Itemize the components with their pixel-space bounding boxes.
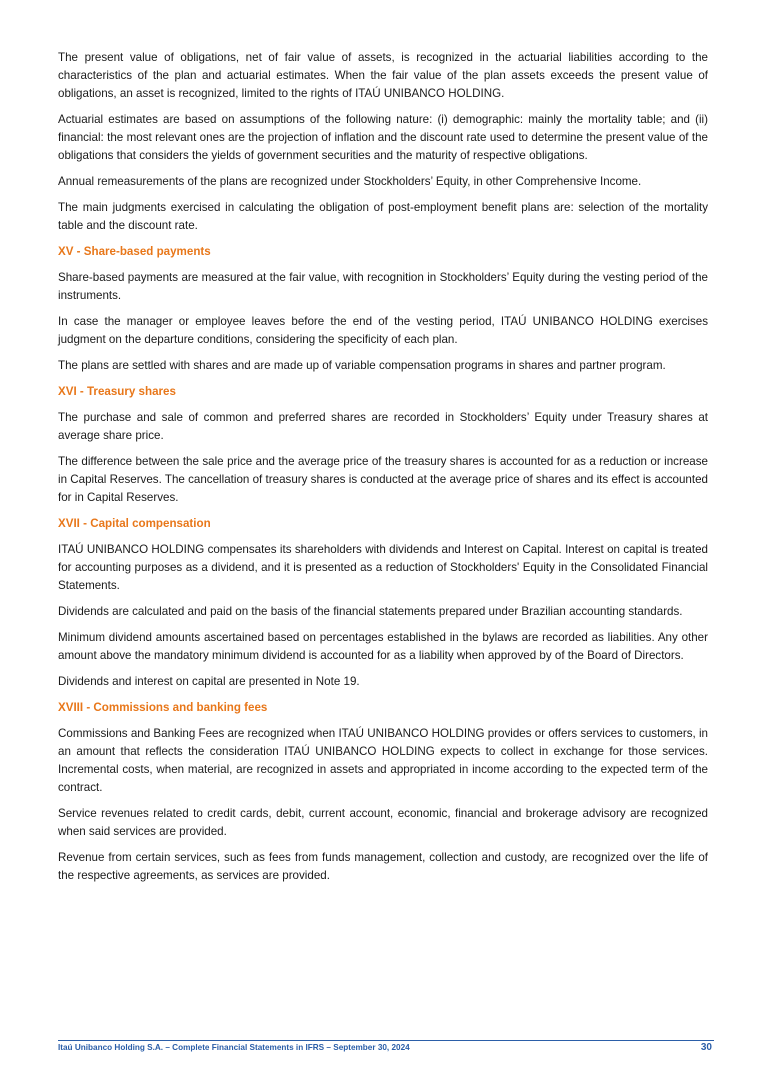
paragraph-plans-settled: The plans are settled with shares and are made up of variable compensation programs in shares and partner program. <box>58 359 666 372</box>
section-heading-commissions-banking-fees: XVIII - Commissions and banking fees <box>58 701 268 714</box>
paragraph-departure-conditions: In case the manager or employee leaves before the end of the vesting period, ITAÚ UNIBANCO HOLDING exercises judgment on the departure conditions, considering the specificity of each plan. <box>58 315 708 346</box>
paragraph-dividends-calculated: Dividends are calculated and paid on the basis of the financial statements prepared under Brazilian accounting standards. <box>58 605 683 618</box>
paragraph-shareholder-compensation: ITAÚ UNIBANCO HOLDING compensates its shareholders with dividends and Interest on Capital. Interest on capital is treated for accounting purposes as a dividend, and it is presented as a reduction of Stockholders' Equity in the Consolidated Financial Statements. <box>58 543 708 592</box>
paragraph-annual-remeasurements: Annual remeasurements of the plans are recognized under Stockholders’ Equity, in other Comprehensive Income. <box>58 175 642 188</box>
paragraph-treasury-difference: The difference between the sale price and the average price of the treasury shares is accounted for as a reduction or increase in Capital Reserves. The cancellation of treasury shares is conducted at the average price of shares and its effect is accounted for in Capital Reserves. <box>58 455 708 504</box>
footer-divider <box>58 1040 714 1041</box>
paragraph-main-judgments: The main judgments exercised in calculating the obligation of post-employment benefit plans are: selection of the mortality table and the discount rate. <box>58 201 708 232</box>
paragraph-commissions-recognition: Commissions and Banking Fees are recognized when ITAÚ UNIBANCO HOLDING provides or offers services to customers, in an amount that reflects the consideration ITAÚ UNIBANCO HOLDING expects to collect in exchange for those services. Incremental costs, when material, are recognized in assets and appropriated in income according to the expected term of the contract. <box>58 727 708 794</box>
paragraph-share-based-measurement: Share-based payments are measured at the fair value, with recognition in Stockholders’ Equity during the vesting period of the instruments. <box>58 271 708 302</box>
page-number: 30 <box>700 1042 712 1053</box>
paragraph-obligations-present-value: The present value of obligations, net of fair value of assets, is recognized in the actuarial liabilities according to the characteristics of the plan and actuarial estimates. When the fair value of the plan assets exceeds the present value of obligations, an asset is recognized, limited to the rights of ITAÚ UNIBANCO HOLDING. <box>58 51 708 100</box>
document-body <box>58 49 708 893</box>
paragraph-dividends-note: Dividends and interest on capital are presented in Note 19. <box>58 675 360 688</box>
paragraph-actuarial-estimates: Actuarial estimates are based on assumptions of the following nature: (i) demographic: mainly the mortality table; and (ii) financial: the most relevant ones are the projection of inflation and the discount rate used to determine the present value of the obligations that considers the yields of government securities and the maturity of respective obligations. <box>58 113 708 162</box>
section-heading-share-based-payments: XV - Share-based payments <box>58 245 211 258</box>
paragraph-service-revenues: Service revenues related to credit cards, debit, current account, economic, financial and brokerage advisory are recognized when said services are provided. <box>58 807 708 838</box>
paragraph-treasury-purchase-sale: The purchase and sale of common and preferred shares are recorded in Stockholders’ Equity under Treasury shares at average share price. <box>58 411 708 442</box>
paragraph-revenue-certain-services: Revenue from certain services, such as fees from funds management, collection and custody, are recognized over the life of the respective agreements, as services are provided. <box>58 851 708 882</box>
footer-document-title: Itaú Unibanco Holding S.A. – Complete Financial Statements in IFRS – September 30, 2024 <box>58 1043 410 1052</box>
section-heading-treasury-shares: XVI - Treasury shares <box>58 385 176 398</box>
section-heading-capital-compensation: XVII - Capital compensation <box>58 517 211 530</box>
paragraph-minimum-dividend: Minimum dividend amounts ascertained based on percentages established in the bylaws are recorded as liabilities. Any other amount above the mandatory minimum dividend is accounted for as a liability when approved by of the Board of Directors. <box>58 631 708 662</box>
